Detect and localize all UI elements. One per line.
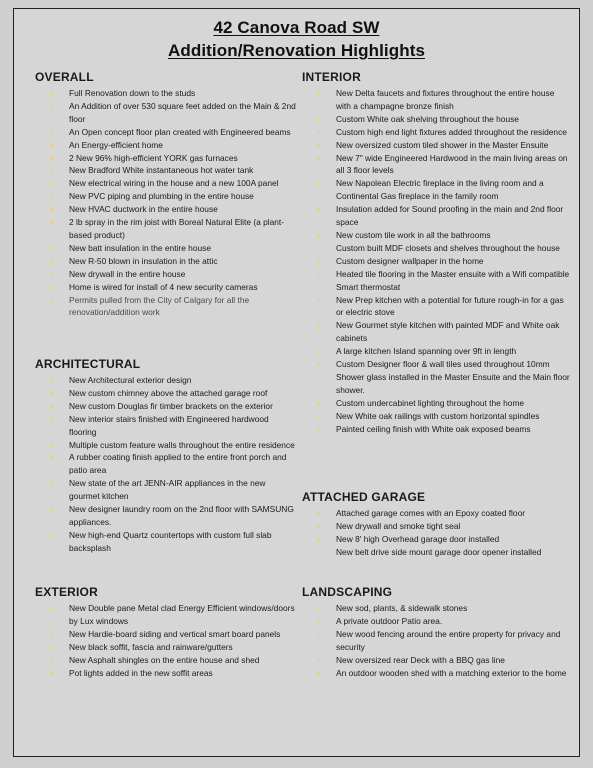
list-item: New designer laundry room on the 2nd floor with SAMSUNG appliances. [35,503,297,529]
list-item: Pot lights added in the new soffit areas [35,667,297,680]
list-item: New black soffit, fascia and rainware/gutters [35,641,297,654]
list-item: Multiple custom feature walls throughout the entire residence [35,439,297,452]
left-column-2 [35,357,297,555]
list-item: 2 lb spray in the rim joist with Boreal Natural Elite (a plant-based product) [35,216,297,242]
list-item: New HVAC ductwork in the entire house [35,203,297,216]
list-item: Custom built MDF closets and shelves throughout the house [302,242,570,255]
list-item: An Addition of over 530 square feet added on the Main & 2nd floor [35,100,297,126]
list-item: An Open concept floor plan created with Engineered beams [35,126,297,139]
list-item: New Double pane Metal clad Energy Efficient windows/doors by Lux windows [35,602,297,628]
section-heading: INTERIOR [302,70,361,84]
list-item: Permits pulled from the City of Calgary for all the renovation/addition work [35,294,297,320]
item-list [35,602,297,679]
list-item: New Napolean Electric fireplace in the living room and a Continental Gas fireplace in the family room [302,177,570,203]
section-heading: LANDSCAPING [302,585,393,599]
list-item: Custom high end light fixtures added throughout the residence [302,126,570,139]
list-item: New Bradford White instantaneous hot water tank [35,164,297,177]
list-item: 2 New 96% high-efficient YORK gas furnaces [35,152,297,165]
list-item: A large kitchen Island spanning over 9ft in length [302,345,570,358]
item-list [302,507,570,559]
list-item: New Delta faucets and fixtures throughout the entire house with a champagne bronze finish [302,87,570,113]
list-item: Painted ceiling finish with White oak exposed beams [302,423,570,436]
list-item: New custom tile work in all the bathrooms [302,229,570,242]
section-architectural [35,357,297,555]
list-item: A rubber coating finish applied to the entire front porch and patio area [35,451,297,477]
highlights-sheet [13,8,580,757]
section-overall [35,70,297,319]
right-column [302,70,570,435]
section-garage [302,490,570,559]
list-item: New batt insulation in the entire house [35,242,297,255]
list-item: Full Renovation down to the studs [35,87,297,100]
section-heading: ATTACHED GARAGE [302,490,426,504]
item-list [302,602,570,679]
list-item: New 7" wide Engineered Hardwood in the main living areas on all 3 floor levels [302,152,570,178]
list-item: An Energy-efficient home [35,139,297,152]
list-item: A private outdoor Patio area. [302,615,570,628]
section-landscaping [302,585,570,679]
list-item: New R-50 blown in insulation in the attic [35,255,297,268]
title-subtitle: Addition/Renovation Highlights [167,41,426,60]
list-item: New Hardie-board siding and vertical smart board panels [35,628,297,641]
list-item: New White oak railings with custom horizontal spindles [302,410,570,423]
item-list [35,87,297,319]
item-list [35,374,297,555]
section-heading: ARCHITECTURAL [35,357,141,371]
list-item: New drywall in the entire house [35,268,297,281]
list-item: Attached garage comes with an Epoxy coated floor [302,507,570,520]
list-item: Custom undercabinet lighting throughout the home [302,397,570,410]
item-list [302,87,570,435]
list-item: New drywall and smoke tight seal [302,520,570,533]
list-item: An outdoor wooden shed with a matching exterior to the home [302,667,570,680]
list-item: New sod, plants, & sidewalk stones [302,602,570,615]
title-address: 42 Canova Road SW [213,18,380,37]
left-column-3 [35,585,297,679]
list-item: New PVC piping and plumbing in the entire house [35,190,297,203]
list-item: Insulation added for Sound proofing in the main and 2nd floor space [302,203,570,229]
list-item: Custom designer wallpaper in the home [302,255,570,268]
list-item: New oversized rear Deck with a BBQ gas line [302,654,570,667]
list-item: New oversized custom tiled shower in the Master Ensuite [302,139,570,152]
list-item: New custom Douglas fir timber brackets on the exterior [35,400,297,413]
list-item: New state of the art JENN-AIR appliances in the new gourmet kitchen [35,477,297,503]
list-item: New custom chimney above the attached garage roof [35,387,297,400]
list-item: Custom White oak shelving throughout the house [302,113,570,126]
list-item: Home is wired for install of 4 new security cameras [35,281,297,294]
list-item: New Architectural exterior design [35,374,297,387]
left-column [35,70,297,319]
list-item: New Prep kitchen with a potential for future rough-in for a gas or electric stove [302,294,570,320]
list-item: New wood fencing around the entire property for privacy and security [302,628,570,654]
section-exterior [35,585,297,679]
list-item: New high-end Quartz countertops with custom full slab backsplash [35,529,297,555]
list-item: New 8' high Overhead garage door installed [302,533,570,546]
list-item: New interior stairs finished with Engineered hardwood flooring [35,413,297,439]
list-item: New electrical wiring in the house and a new 100A panel [35,177,297,190]
section-heading: OVERALL [35,70,94,84]
list-item: New Gourmet style kitchen with painted MDF and White oak cabinets [302,319,570,345]
list-item: Custom Designer floor & wall tiles used throughout 10mm Shower glass installed in the Master Ensuite and the Main floor shower. [302,358,570,397]
list-item: New belt drive side mount garage door opener installed [302,546,570,559]
section-interior [302,70,570,435]
section-heading: EXTERIOR [35,585,98,599]
list-item: New Asphalt shingles on the entire house and shed [35,654,297,667]
list-item: Heated tile flooring in the Master ensuite with a Wifi compatible Smart thermostat [302,268,570,294]
right-column-3 [302,585,570,679]
right-column-2 [302,490,570,559]
